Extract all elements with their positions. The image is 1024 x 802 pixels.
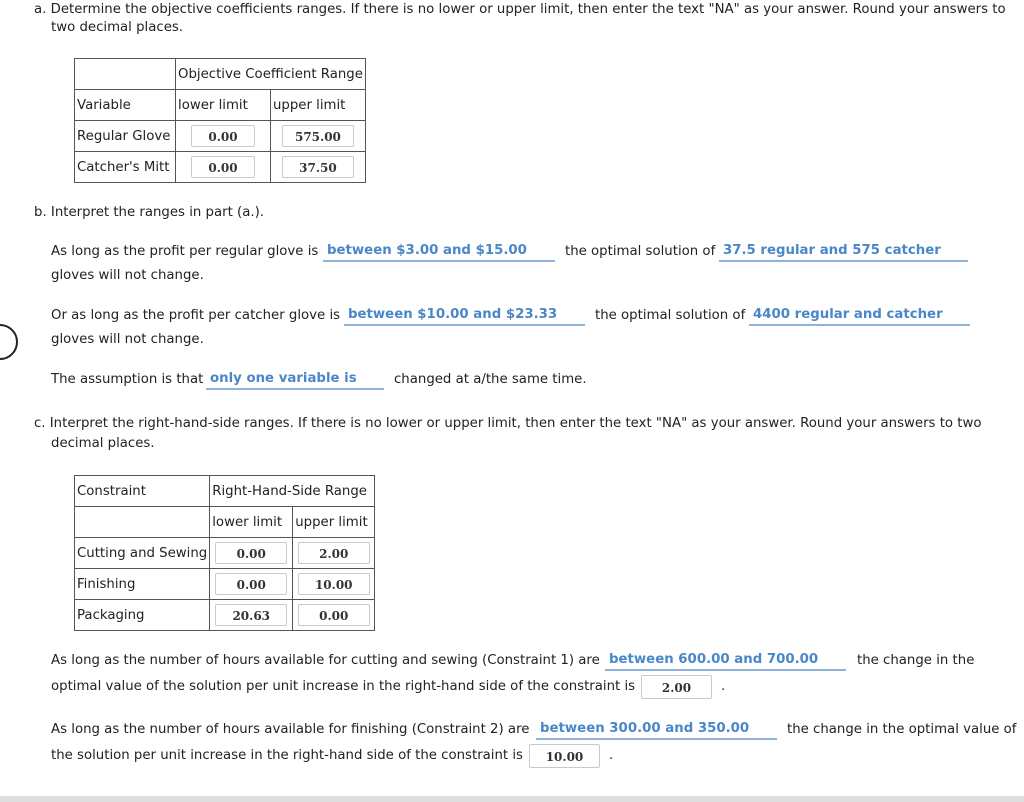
assumption-select[interactable]: only one variable is <box>206 370 384 390</box>
p1-text-middle: the optimal solution of <box>565 244 716 259</box>
p1-text-end: gloves will not change. <box>51 268 204 283</box>
cutting-sewing-lower-input[interactable]: 0.00 <box>215 542 287 564</box>
side-tab-circle[interactable] <box>0 324 18 360</box>
table-row <box>75 538 375 569</box>
p2-text-end: gloves will not change. <box>51 332 204 347</box>
c1-period: . <box>721 679 726 694</box>
row-label: Regular Glove <box>75 121 176 152</box>
packaging-lower-input[interactable]: 20.63 <box>215 604 287 626</box>
row-label: Packaging <box>75 600 210 631</box>
cutting-sewing-range-select[interactable]: between 600.00 and 700.00 <box>605 651 846 671</box>
upper-limit-header: upper limit <box>293 507 375 538</box>
rhs-range-table <box>74 475 375 631</box>
row-label: Catcher's Mitt <box>75 152 176 183</box>
catcher-glove-solution-select[interactable]: 4400 regular and catcher <box>749 306 970 326</box>
regular-glove-upper-input[interactable]: 575.00 <box>282 125 354 147</box>
part-a-instructions-line2: two decimal places. <box>51 20 184 35</box>
table-row <box>75 121 366 152</box>
finishing-change-input[interactable]: 10.00 <box>529 744 600 768</box>
regular-glove-solution-select[interactable]: 37.5 regular and 575 catcher <box>719 242 968 262</box>
bottom-divider <box>0 796 1024 802</box>
p1-text-before: As long as the profit per regular glove is <box>51 244 319 259</box>
lower-limit-header: lower limit <box>210 507 293 538</box>
part-c-instructions-line2: decimal places. <box>51 436 155 451</box>
lower-limit-header: lower limit <box>176 90 271 121</box>
finishing-upper-input[interactable]: 10.00 <box>298 573 370 595</box>
part-c-instructions-line1: c. Interpret the right-hand-side ranges. If there is no lower or upper limit, then enter the text "NA" as your answer. Round your answers to two <box>34 416 982 431</box>
row-label: Cutting and Sewing <box>75 538 210 569</box>
table-row <box>75 152 366 183</box>
table-row <box>75 569 375 600</box>
constraint-header: Constraint <box>75 476 210 507</box>
table-row <box>75 600 375 631</box>
p3-text-before: The assumption is that <box>51 372 204 387</box>
objective-range-header: Objective Coefficient Range <box>176 59 366 90</box>
c1-text-line2: optimal value of the solution per unit increase in the right-hand side of the constraint is <box>51 679 636 694</box>
c2-text-line2: the solution per unit increase in the right-hand side of the constraint is <box>51 748 523 763</box>
c2-text-after: the change in the optimal value of <box>787 722 1017 737</box>
c2-text-before: As long as the number of hours available for finishing (Constraint 2) are <box>51 722 530 737</box>
cutting-sewing-upper-input[interactable]: 2.00 <box>298 542 370 564</box>
table-corner-cell <box>75 507 210 538</box>
table-corner-cell <box>75 59 176 90</box>
upper-limit-header: upper limit <box>270 90 365 121</box>
rhs-range-header: Right-Hand-Side Range <box>210 476 375 507</box>
cutting-sewing-change-input[interactable]: 2.00 <box>641 675 712 699</box>
p2-text-before: Or as long as the profit per catcher glove is <box>51 308 341 323</box>
catchers-mitt-upper-input[interactable]: 37.50 <box>282 156 354 178</box>
row-label: Finishing <box>75 569 210 600</box>
regular-glove-lower-input[interactable]: 0.00 <box>191 125 255 147</box>
regular-glove-range-select[interactable]: between $3.00 and $15.00 <box>323 242 555 262</box>
c2-period: . <box>609 748 614 763</box>
c1-text-before: As long as the number of hours available for cutting and sewing (Constraint 1) are <box>51 653 600 668</box>
finishing-lower-input[interactable]: 0.00 <box>215 573 287 595</box>
catchers-mitt-lower-input[interactable]: 0.00 <box>191 156 255 178</box>
packaging-upper-input[interactable]: 0.00 <box>298 604 370 626</box>
p3-text-after: changed at a/the same time. <box>394 372 587 387</box>
variable-header: Variable <box>75 90 176 121</box>
p2-text-middle: the optimal solution of <box>595 308 746 323</box>
part-a-instructions-line1: a. Determine the objective coefficients ranges. If there is no lower or upper limit, then enter the text "NA" as your answer. Round your answers to <box>34 2 1006 17</box>
objective-coefficient-table <box>74 58 366 183</box>
finishing-range-select[interactable]: between 300.00 and 350.00 <box>536 720 777 740</box>
catcher-glove-range-select[interactable]: between $10.00 and $23.33 <box>344 306 585 326</box>
c1-text-after: the change in the <box>857 653 975 668</box>
part-b-heading: b. Interpret the ranges in part (a.). <box>34 205 265 220</box>
